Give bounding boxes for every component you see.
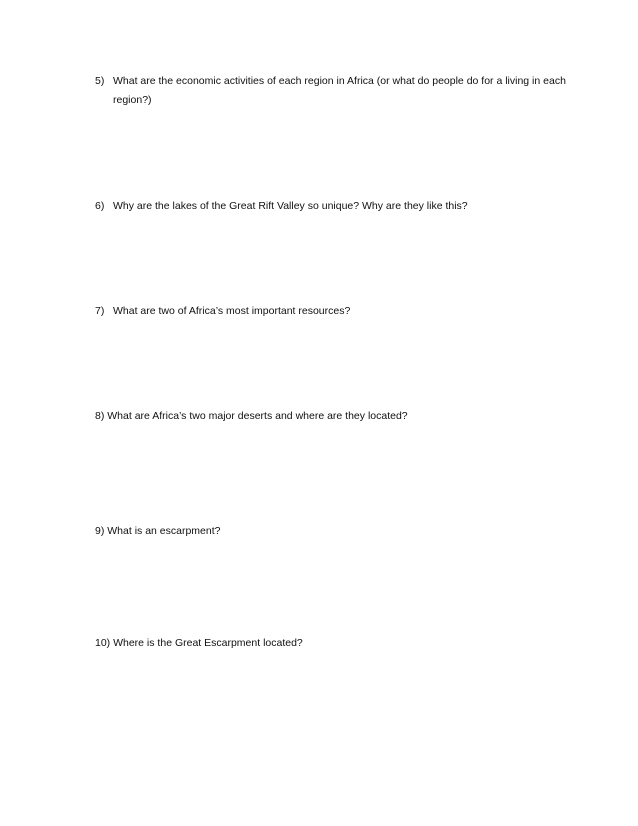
- question-number: 9): [95, 525, 108, 537]
- question-5: [95, 72, 575, 110]
- question-number: 6): [95, 200, 105, 212]
- question-9: [95, 522, 575, 541]
- question-text: What is an escarpment?: [107, 525, 221, 537]
- question-text: Where is the Great Escarpment located?: [113, 637, 303, 649]
- question-10: [95, 634, 575, 653]
- question-number: 10): [95, 637, 114, 649]
- question-text: Why are the lakes of the Great Rift Valley so unique? Why are they like this?: [113, 200, 468, 212]
- question-6: [95, 197, 575, 216]
- question-number: 7): [95, 305, 105, 317]
- question-7: [95, 302, 575, 321]
- question-text: What are Africa’s two major deserts and where are they located?: [107, 410, 408, 422]
- question-text: What are two of Africa’s most important resources?: [113, 305, 351, 317]
- question-8: [95, 407, 575, 426]
- question-number: 8): [95, 410, 108, 422]
- question-text: What are the economic activities of each region in Africa (or what do people do for a living in each region?): [113, 75, 566, 106]
- question-number: 5): [95, 75, 105, 87]
